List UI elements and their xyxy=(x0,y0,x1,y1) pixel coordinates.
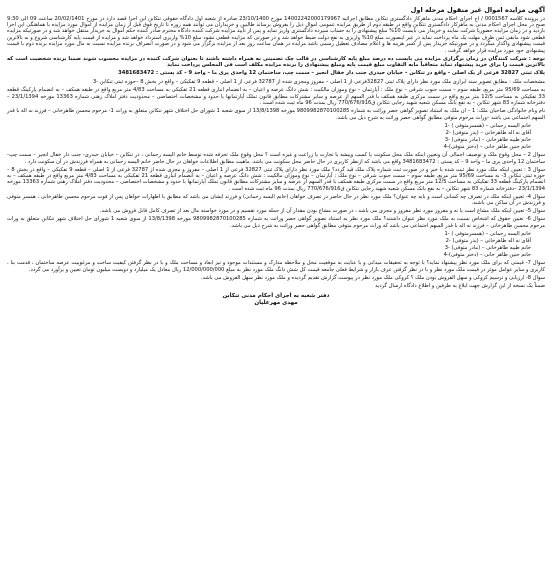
question-2: سوال 2 – محل وقوع ملک و توصیف اجمالی آن وتعیین اینکه ملک محل سکونت یا کسب وپیشه یا تجارت یا زراعت و غیره است ؟ محل وقوع ملک تحرفه شده توسط خانم الیسه رحمانی ، در تنکابن – خیابان حیدری- جنب دار خفال انجیر – سمت چپ- ساختمان 12 واحدی پری ما – واحد 9 – کد پستی : 3481683472 واقع می باشد که ازنظر کاربری در حال حاضر محل سکونت می باشد. ماهیت مطابق اطلاعات خواهان در حال حاضر خانم الیسه رحمانی به همراه فرزندش در آن سکونت دارد . xyxy=(7,152,545,165)
list-item: خانم طیبه طاهرخانی – (مادر متوفی) -3 xyxy=(444,136,531,143)
question-6: سوال 6- تعیین حقوق که اشخاص نسبت به ملک مورد نظر عنوان داشتند؟ ملک مورد نظر به استناد تصویر گواهی حصر وراثت به شماره 9809982870100285 مورخه 13/8/1398 از سوی شعبه 1 شورای حل اختلاف شهر تنکابن متعلق به وراث مرحوم محسن طاهرخانی – فرزند نه اله با قدر السهم اجتماعی می باشد که وراث مرحوم متوفی مطابق گواهی حصر وراثت به شرح ذیل می باشد. xyxy=(7,216,546,229)
heirs-intro: نام ونام خانوادگی صاحبان ملک: 1 – ان ملک به استناد تصویر گواهی حصر وراثت به شماره 9809982870100285 مورخه 13/8/1398 از سوی شعبه 1 شورای حل اختلاف شهر تنکابن متعلق به وراث 1- مرحوم محسن طاهرخانی – فرزند نه اله با قدر السهم اجتماعی می باشد –وراث مرحوم متوفی مطابق گواهی حصر وراثت به شرح ذیل می باشد. xyxy=(7,108,546,121)
notice-title: آگهی مزایده اموال غیر منقول مرحله اول xyxy=(410,6,545,14)
list-item: آقای نه اله طاهرخانی – (پدر متوفی) -2 xyxy=(445,129,531,136)
heirs-list xyxy=(7,123,545,151)
office-name: دفتر شعبه به اجرای احکام مدنی تنکابن xyxy=(222,293,330,299)
list-item: خانم حنین طاهر خانی – (دختر متوفی)-4 xyxy=(443,143,531,150)
question-4: سوال 4- تعیین اینکه ملک در تصرف چه کسانی است و بایه چه عنوان؟ ملک مورد نظر در حال حاضر در تصرف خواهان (خانم الیسه رحمانی) و فرزند ایشان می باشد که مطابق با اظهارات خواهان پس از فوت مرحوم محسن طاهرخانی ، همسر متوفی و فرزندش در آن ساکن می باشند. xyxy=(7,193,545,207)
property-address: پلاک ثبتی 32827 فرعی از یک اصلی - واقع در تنکابن – خیابان حیدری جنب دار خفال انجیر – سمت چپ، ساختمان 12 واحدی پری ما – واحد 9 – کد پستی : 3481683472 xyxy=(118,69,545,76)
list-item: خانم طیبه طاهرخانی – (مادر متوفی) -3 xyxy=(444,244,531,251)
heirs-list-2 xyxy=(7,231,545,259)
bidding-notice: توجه : شرکت کنندگان در زمان برگزاری مزایده می بایست ده درصد مبلغ پایه کارشناسی در قالب چک تضمینی به همراه داشته باشند تا بعنوان شرکت کننده در مزایده محسوب شوند ضمنا برنده شخصیت است که بالاترین قیمت را برای خرید پیشنهاد نماید متعاقباً مابه التفاوت مبلغ قیمت پایه ومبلغ پیشنهادی را برنده مزایده مکلف است فی المجلس پرداخت نماید xyxy=(7,55,545,68)
list-item: آقای نه اله طاهرخانی – (پدر متوفی) -2 xyxy=(445,237,531,244)
question-3: سوال 3 : تعیین اینکه ملک مورد نظر ثبت شده یا خیر و در صورت ثبت شماره پلاک ملک قید گردد؟ ملک مورد نظر دارای پلاک ثبتی 32827 فرعی از 1 اصلی – مفروز و مجزی شده از 32787 فرعی از 1 اصلی – قطعه 9 تفکیکی – واقع در بخش 8 – حوزه ثبتی تنکابن 3- به مساحت 95/69 متر مربع، طبقه سوم – سمت جنوب شرقی – نوع ملک : آپارتمان – نوع وموزان مالکیت : شش دانگ عرصه و اعیان – به انضمام انباری قطعه 21 تفکیکی به مساحت 4/83 متر مربع واقع در طبقه همکف – به انضمام پارکینگ قطعه 33 تفکیکی به مساحت 12/5 متر مربع واقع در سمت مرکزی طبقه همکف با قدر السهم از عرصه و سایر مشترکات مطابق قانون تملک آپارتمانها با حدود و مشخصات اختصاصی – محدودیت دفتر املاک رهنی شماره 13363 مورخه 23/1/1394 –دفترخانه شماره 83 شهر تنکابن – به نفع بانک مسکن شعبه شهید رجایی تنکابن ق770/676/916 ریال بمدت 96 ماه ثبت شده است . xyxy=(7,166,545,192)
intro-paragraph: در پرونده کلاسه 0001567 / اج اجرای احکام مدنی ماهرکار دادگستری تنکابن مطابق اجرائیه 140022420001799‌67 مورخ 23/10/1400 صادره از شعبه اول دادگاه حقوقی تنکابن این اجرا قصد دارد در مورخ 20/02/1401 ساعت 09 الی 9:30 صبح در محل اجرای احکام مدنی به ماهرکار دادگستری تنکابن واقع در طبقه دوم از طریق مزایده عمومی اموال ذیل را بفروش برساند طالبین و خریداران می توانند همه روزه تا تاریخ فوق قبل از زمان مزایده از اموال مورد مزایده با هماهنگی این اجرا بازدید و در زمان مزایده حضوریا شرکت نمایند و خریدار می بایست 10% مبلغ پیشنهادی را به حساب سپرده دادگستری واریز نماید و پس از تأیید مزایده شرکت کننده دادگاه محترم صادر کننده حکم اموال به خریدار منتقل خواهد شد و در صورتیکه مزایده قطعی شود مابقی ثمن ظرف مهلت یک ماه پرداخت نماید در غیر اینصورت مبلغ 10% واریزی به نفع دولت ضبط خواهد شد و در صورتی که مزایده قطعی نشود مبلغ 10% واریزی استرداد خواهد شد و مزایده از قیمت پایه کارشناسی شروع و به بالاترین قیمت پیشنهادی واگذار میگردد و در صورتیکه خریدار پس از کسر هزینه ها و اعلام مصادف تعطیل رسمی باشد مزایده در همان ساعت روز بعد از مزایده برگزار می شود و در صورت انصراف برنده مزایده نسبت به مال مورد مزایده برنده دوم با قیمت پیشنهادی خود مورد مزایده قرار خواهد گرفت . xyxy=(7,15,546,54)
list-item: خانم الیسه رحمانی – (همسرمتوفی ) -1 xyxy=(444,122,531,129)
question-8: سوال 8- ارزیابی و ترسیم کروکی و سهل الفروش بودن ملک ؟ کروکی ملک مورد نظر در پیوست گزارش تقدیم گردیده و ملک مورد نظر سهل الفروش می باشد. xyxy=(200,274,545,281)
question-5: سوال 5- تعیین اینکه ملک مشاع است یا نه و مفروز مورد نظر مفروز و مجزی می باشد ، در صورت مشاع بودن مقدار آن از جمله مورد تقسیم و در مورد خواسته مال بعد از تصرف کامل قابل فروش می باشد. xyxy=(99,208,545,215)
property-specs-detail: به مساحت 95/69 متر مربع، طبقه سوم – سمت جنوب شرقی – نوع ملک : آپارتمان – نوع وموزان مالکیت : شش دانگ عرصه و اعیان – به انضمام انباری قطعه 21 تفکیکی به مساحت 4/83 متر مربع واقع در طبقه همکف – به انضمام پارکینگ قطعه 33 تفکیکی به مساحت 12/5 متر مربع واقع در سمت مرکزی طبقه همکف با قدر السهم از عرصه و سایر مشترکات مطابق قانون تملک آپارتمانها با حدود و مشخصات اختصاصی – محدودیت دفتر املاک رهنی شماره 13363 مورخه 23/1/1394 –دفترخانه شماره 83 شهر تنکابن – به نفع بانک مسکن شعبه شهید رجایی تنکابن ق770/676/916 ریال بمدت 96 ماه ثبت شده است . xyxy=(7,87,546,107)
question-7: سوال 7- قیمتی که برای ملک مورد نظر پیشنهاد نماید؟ با توجه به تحقیقات میدانی و با عنایت به موقعیت محل و ملاحظه مدارک و مستندات موجود و نیز ابعاد و مساحت ملک و با در نظر گرفتن کیفیت ساخت و مرغوبیت عرصه ساختمان ، قدمت بنا ، کاربری و سایر عوامل موثر در قیمت ملک مورد نظر و با در نظر گرفتن عرف بازار و شرایط فعلی جامعه قیمت کل شش دانگ ملک مورد نظر به مبلغ 12/000/000/000 ریال معادل یک میلیارد و دویست میلیون تومان تعیین و برآورد می گردد. xyxy=(7,260,545,273)
signature-block xyxy=(7,293,545,308)
list-item: خانم الیسه رحمانی – (همسرمتوفی ) -1 xyxy=(444,230,531,237)
list-item: خانم حنین طاهر خانی – (دختر متوفی)-4 xyxy=(443,251,531,258)
closing-note: ضمناً یک نسخه از این گزارش جهت ابلاغ به طرفین و اطلاع دادگاه ارسال گردید xyxy=(375,282,545,289)
signer-name: مهدی مهرعلیان xyxy=(254,300,298,307)
property-specs: مشخصات ملک : مطابق تصویر سند ابرازی ملک مورد نظر دارای پلاک ثبتی 32827فرعی از 1 اصلی – مفروز ومجزی شده از 32787 فرعی از 1 اصلی – قطعه 9 تفکیکی – واقع در بخش 8 –حوزه ثبتی تنکابن -3 xyxy=(92,79,545,86)
